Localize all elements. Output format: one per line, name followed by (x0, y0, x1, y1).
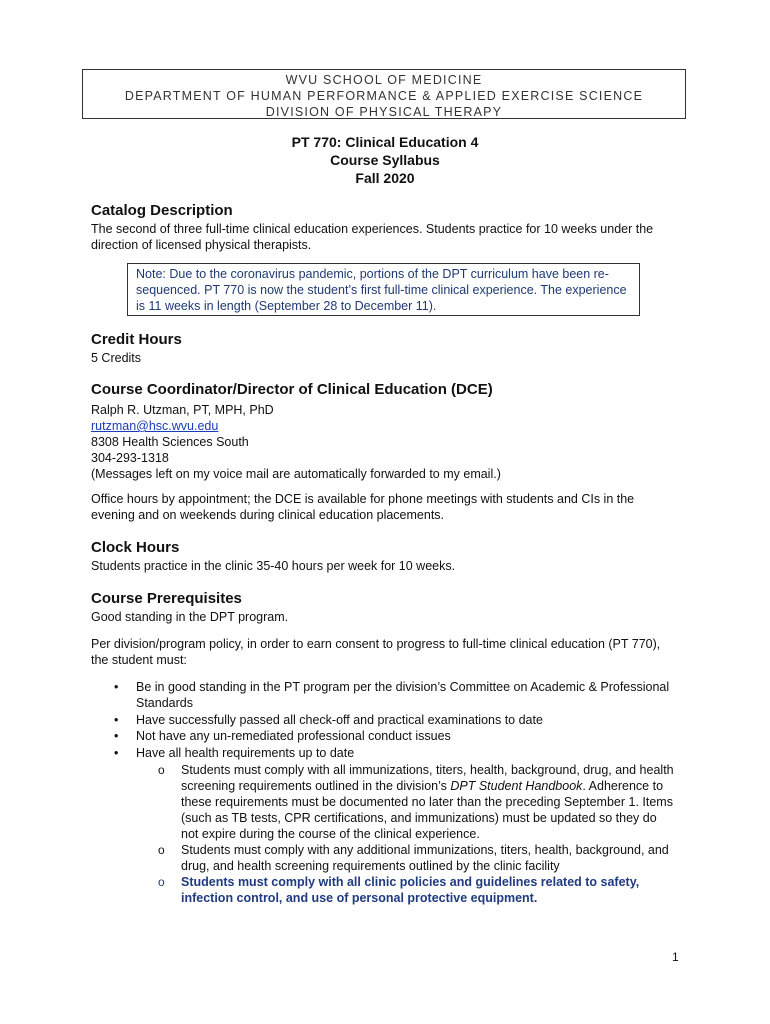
note-line-2: sequenced. PT 770 is now the student’s first full-time clinical experience. The experience (136, 283, 627, 297)
coordinator-heading: Course Coordinator/Director of Clinical Education (DCE) (91, 381, 493, 398)
bullet-marker: • (114, 746, 119, 760)
header-department: DEPARTMENT OF HUMAN PERFORMANCE & APPLIED EXERCISE SCIENCE (124, 89, 644, 103)
handbook-title: DPT Student Handbook (450, 779, 583, 793)
catalog-line-1: The second of three full-time clinical education experiences. Students practice for 10 weeks under the (91, 222, 654, 236)
coordinator-voicemail: (Messages left on my voice mail are automatically forwarded to my email.) (91, 467, 501, 481)
course-title: PT 770: Clinical Education 4 (291, 134, 479, 150)
prereq-item-exams: Have successfully passed all check-off and practical examinations to date (136, 713, 543, 727)
header-school: WVU SCHOOL OF MEDICINE (285, 73, 483, 87)
prereq-item-standing (136, 679, 676, 711)
sub-item-clinic-line-1: Students must comply with any additional immunizations, titers, health, background, and (181, 843, 669, 857)
note-line-3: is 11 weeks in length (September 28 to December 11). (136, 299, 437, 313)
credit-value: 5 Credits (91, 351, 142, 365)
institution-header (82, 69, 686, 119)
catalog-line-2: direction of licensed physical therapists. (91, 238, 312, 252)
coordinator-name: Ralph R. Utzman, PT, MPH, PhD (91, 403, 274, 417)
prereq-item-health: Have all health requirements up to date (136, 746, 355, 760)
header-division: DIVISION OF PHYSICAL THERAPY (265, 105, 503, 119)
sub-bullet-marker: o (158, 843, 165, 857)
sub-item-immunizations-line-5: not expire during the course of the clinical experience. (181, 827, 480, 841)
sub-item-safety-line-1: Students must comply with all clinic policies and guidelines related to safety, (181, 875, 640, 889)
sub-item-immunizations (181, 762, 678, 842)
office-hours-line-2: evening and on weekends during clinical education placements. (91, 508, 445, 522)
bullet-marker: • (114, 713, 119, 727)
pandemic-note (127, 263, 640, 316)
prereq-policy-line-1: Per division/program policy, in order to earn consent to progress to full-time clinical education (PT 770), (91, 637, 661, 651)
prereq-item-standing-line-2: Standards (136, 696, 193, 710)
credit-heading: Credit Hours (91, 331, 182, 348)
clock-heading: Clock Hours (91, 539, 180, 556)
sub-item-safety-line-2: infection control, and use of personal protective equipment. (181, 891, 538, 905)
sub-item-clinic-line-2: drug, and health screening requirements outlined by the clinic facility (181, 859, 560, 873)
prereq-heading: Course Prerequisites (91, 590, 242, 607)
sub-item-safety-policies (181, 874, 678, 906)
page-number: 1 (672, 950, 679, 964)
bullet-marker: • (114, 680, 119, 694)
coordinator-office: 8308 Health Sciences South (91, 435, 249, 449)
sub-item-immunizations-line-4: (such as TB tests, CPR certifications, and immunizations) must be updated so they do (181, 811, 657, 825)
handbook-ref-prefix: screening requirements outlined in the division’s (181, 779, 451, 793)
note-line-1: Note: Due to the coronavirus pandemic, portions of the DPT curriculum have been re- (136, 267, 609, 281)
sub-bullet-marker: o (158, 763, 165, 777)
coordinator-email-link[interactable]: rutzman@hsc.wvu.edu (91, 419, 219, 433)
sub-item-clinic-requirements (181, 842, 678, 874)
sub-item-immunizations-line-2 (181, 778, 678, 794)
coordinator-phone: 304-293-1318 (91, 451, 169, 465)
clock-text: Students practice in the clinic 35-40 hours per week for 10 weeks. (91, 559, 456, 573)
term-title: Fall 2020 (355, 170, 415, 186)
coordinator-email-row (91, 418, 671, 434)
prereq-standing: Good standing in the DPT program. (91, 610, 289, 624)
sub-item-immunizations-line-1: Students must comply with all immunizations, titers, health, background, drug, and health (181, 763, 674, 777)
document-title: Course Syllabus (330, 152, 440, 168)
catalog-heading: Catalog Description (91, 202, 233, 219)
handbook-ref-suffix: . Adherence to (582, 779, 664, 793)
sub-item-immunizations-line-3: these requirements must be documented no later than the preceding September 1. Items (181, 795, 673, 809)
prereq-item-standing-line-1: Be in good standing in the PT program per the division’s Committee on Academic & Professional (136, 680, 670, 694)
prereq-policy-line-2: the student must: (91, 653, 187, 667)
office-hours-line-1: Office hours by appointment; the DCE is available for phone meetings with students and CIs in the (91, 492, 635, 506)
prereq-item-conduct: Not have any un-remediated professional conduct issues (136, 729, 451, 743)
sub-bullet-marker: o (158, 875, 165, 889)
bullet-marker: • (114, 729, 119, 743)
